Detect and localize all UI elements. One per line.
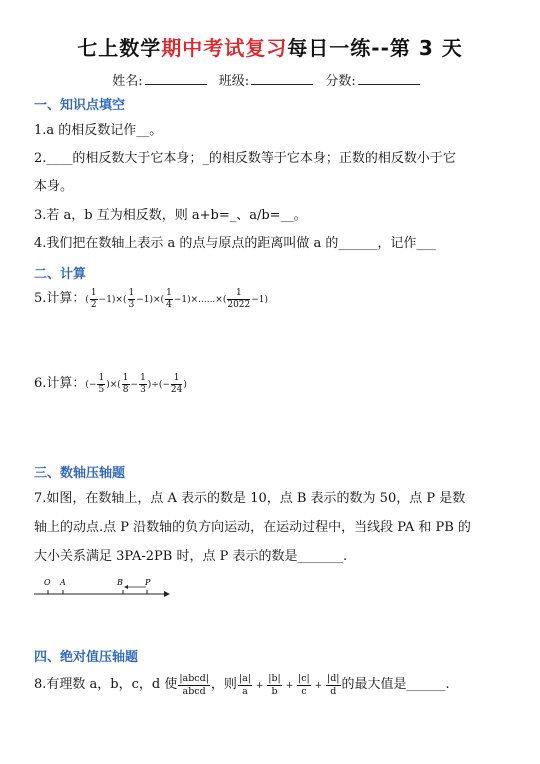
student-info-line — [0, 70, 540, 89]
section-heading-2: 二、计算 — [34, 267, 87, 282]
question-2-line1: 2.____的相反数大于它本身；_的相反数等于它本身；正数的相反数小于它 — [34, 151, 456, 166]
score-blank — [358, 72, 420, 85]
question-7-line1: 7.如图，在数轴上，点 A 表示的数是 10，点 B 表示的数为 50，点 P 是数 — [34, 491, 466, 506]
question-5 — [34, 284, 514, 315]
question-8-expression: $\frac{|a|}{a}$ + $\frac{|b|}{b}$ + $\frac{|c|}{c}$ + $\frac{|d|}{d}$ — [238, 673, 340, 697]
number-line-arrowhead — [164, 591, 170, 597]
question-1: 1.a 的相反数记作__。 — [34, 123, 163, 138]
name-label: 姓名: — [112, 74, 143, 89]
question-8-condition: $\frac{\text{|abcd|}}{\text{abcd}}$ — [179, 673, 209, 697]
motion-arrowhead — [124, 585, 128, 589]
question-7-line2: 轴上的动点.点 P 沿数轴的负方向运动，在运动过程中，当线段 PA 和 PB 的 — [34, 520, 471, 535]
question-8-suffix: 的最大值是______. — [341, 677, 450, 692]
score-label: 分数: — [325, 74, 356, 89]
question-3: 3.若 a，b 互为相反数，则 a+b=_、a/b=__。 — [34, 208, 307, 223]
question-5-label: 5.计算： — [34, 291, 86, 306]
question-4: 4.我们把在数轴上表示 a 的点与原点的距离叫做 a 的______，记作___ — [34, 236, 436, 251]
question-6-label: 6.计算： — [34, 376, 86, 391]
question-6 — [34, 369, 514, 400]
number-line-figure — [34, 574, 174, 604]
page-title — [0, 32, 540, 61]
label-P: P — [145, 578, 151, 587]
question-6-expression: (− $\frac{1}{5}$ )×( $\frac{1}{8}$ − $\frac{1}{3}$ )÷(− $\frac{1}{24}$ ) — [85, 373, 187, 395]
question-7-line3: 大小关系满足 3PA-2PB 时，点 P 表示的数是_______. — [34, 549, 348, 564]
question-8 — [34, 670, 514, 701]
title-part1: 七上数学 — [77, 36, 162, 60]
section-heading-1: 一、知识点填空 — [34, 98, 126, 113]
class-label: 班级: — [218, 74, 250, 89]
label-A: A — [60, 578, 66, 587]
question-8-middle: ，则 — [210, 677, 237, 692]
name-blank — [145, 72, 207, 85]
section-heading-4: 四、绝对值压轴题 — [34, 650, 139, 665]
section-heading-3: 三、数轴压轴题 — [34, 466, 126, 481]
question-8-prefix: 8.有理数 a，b，c，d 使 — [34, 677, 178, 692]
question-5-expression: ( $\frac{1}{2}$ −1)×( $\frac{1}{3}$ −1)×( $\frac{1}{4}$ −1)×......×( $\frac{1}{2022}$ −1) — [85, 288, 269, 310]
label-O: O — [44, 578, 51, 587]
question-2-line2: 本身。 — [34, 179, 74, 194]
title-highlight: 期中考试复习 — [161, 36, 288, 60]
label-B: B — [117, 578, 123, 587]
class-blank — [251, 72, 313, 85]
title-part3: 每日一练--第 3 天 — [287, 36, 463, 60]
